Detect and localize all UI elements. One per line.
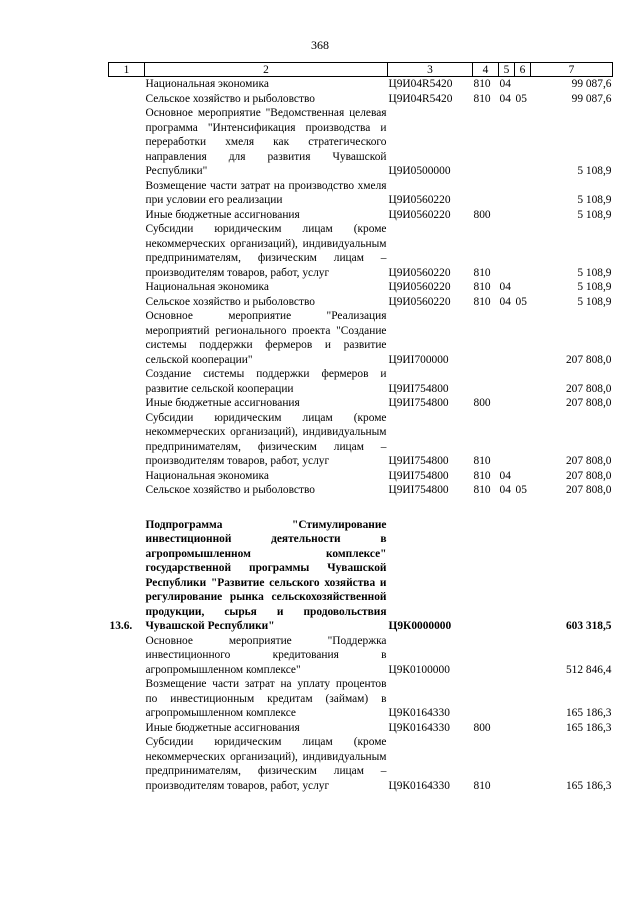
- row-number: [109, 367, 145, 396]
- subsection-code: [515, 309, 531, 367]
- target-code: Ц9И04R5420: [388, 92, 453, 105]
- amount: 207 808,0: [565, 484, 612, 496]
- amount: 99 087,6: [571, 78, 612, 90]
- header-col-2: 2: [145, 63, 388, 77]
- header-col-7: 7: [531, 63, 613, 77]
- expense-type: [473, 309, 499, 367]
- table-row: [109, 208, 613, 223]
- row-number: [109, 469, 145, 484]
- row-number: [109, 396, 145, 411]
- expense-type: [473, 518, 499, 634]
- expense-type: [473, 634, 499, 678]
- row-name: Национальная экономика: [145, 281, 269, 293]
- table-row: [109, 411, 613, 469]
- target-code: Ц9ИI754800: [388, 397, 449, 409]
- row-name: Возмещение части затрат на производство хмеля при условии его реализации: [145, 179, 387, 206]
- row-number: [109, 280, 145, 295]
- row-name: Сельское хозяйство и рыболовство: [145, 295, 315, 308]
- amount: 207 808,0: [565, 469, 612, 482]
- expense-type: 810: [473, 469, 491, 482]
- subsection-code: [515, 677, 531, 721]
- header-col-5: 5: [499, 63, 515, 77]
- section-code: [499, 721, 515, 736]
- section-code: [499, 309, 515, 367]
- amount: 5 108,9: [577, 194, 612, 206]
- section-code: [499, 634, 515, 678]
- subsection-code: [515, 735, 531, 793]
- subsection-code: [515, 280, 531, 295]
- target-code: Ц9И0500000: [388, 165, 451, 177]
- row-number: [109, 208, 145, 223]
- row-number: [109, 735, 145, 793]
- row-name: Национальная экономика: [145, 469, 269, 482]
- target-code: Ц9ИI754800: [388, 455, 449, 467]
- section-code: [499, 208, 515, 223]
- table-row: [109, 106, 613, 179]
- expense-type: [473, 677, 499, 721]
- subsection-code: [515, 518, 531, 634]
- amount: 5 108,9: [577, 165, 612, 177]
- amount: 5 108,9: [577, 295, 612, 308]
- header-col-3: 3: [388, 63, 473, 77]
- row-number: [109, 77, 145, 92]
- row-name: Иные бюджетные ассигнования: [145, 208, 300, 221]
- amount: 165 186,3: [565, 707, 612, 719]
- amount: 165 186,3: [565, 721, 612, 734]
- row-number: [109, 179, 145, 208]
- subsection-code: [515, 208, 531, 223]
- section-code: 04: [499, 484, 511, 496]
- target-code: Ц9ИI700000: [388, 353, 449, 366]
- table-row: [109, 222, 613, 280]
- row-name: Субсидии юридическим лицам (кроме некоммерческих организаций), индивидуальным предпринимателям, физическим лицам – производителям товаров, работ, услуг: [145, 223, 387, 279]
- amount: 5 108,9: [577, 208, 612, 221]
- table-row: [109, 469, 613, 484]
- row-number: [109, 634, 145, 678]
- header-col-1: 1: [109, 63, 145, 77]
- amount: 5 108,9: [577, 281, 612, 293]
- table-row: [109, 309, 613, 367]
- section-code: [499, 518, 515, 634]
- subsection-code: [515, 721, 531, 736]
- target-code: Ц9К0164330: [388, 721, 450, 734]
- row-number: [109, 222, 145, 280]
- row-name: Иные бюджетные ассигнования: [145, 721, 300, 734]
- row-number: [109, 721, 145, 736]
- subsection-code: [515, 367, 531, 396]
- section-code: 04: [499, 469, 511, 482]
- subsection-code: [515, 106, 531, 179]
- target-code: Ц9И0560220: [388, 295, 451, 308]
- subsection-code: 05: [515, 484, 527, 496]
- target-code: Ц9ИI754800: [388, 484, 449, 496]
- expense-type: 810: [473, 455, 491, 467]
- expense-type: 800: [473, 721, 491, 734]
- spacer-row: [109, 498, 613, 518]
- subsection-code: [515, 634, 531, 678]
- target-code: Ц9ИI754800: [388, 469, 449, 482]
- expense-type: 800: [473, 208, 491, 221]
- row-name: Иные бюджетные ассигнования: [145, 397, 300, 409]
- row-name: Возмещение части затрат на уплату процентов по инвестиционным кредитам (займам) в агропромышленном комплексе: [145, 678, 387, 719]
- row-name: Основное мероприятие "Реализация мероприятий регионального проекта "Создание системы поддержки фермеров и развитие сельской кооперации": [145, 310, 387, 366]
- budget-table: [108, 62, 613, 793]
- row-name: Создание системы поддержки фермеров и развитие сельской кооперации: [145, 368, 387, 395]
- section-code: 04: [499, 281, 511, 293]
- section-code: [499, 735, 515, 793]
- amount: 207 808,0: [565, 353, 612, 366]
- section-code: [499, 411, 515, 469]
- expense-type: 810: [473, 281, 491, 293]
- section-code: [499, 396, 515, 411]
- target-code: Ц9И0560220: [388, 266, 451, 279]
- section-code: [499, 367, 515, 396]
- target-code: Ц9К0000000: [388, 620, 452, 632]
- table-body: [109, 77, 613, 794]
- amount: 512 846,4: [565, 663, 612, 676]
- target-code: Ц9И0560220: [388, 208, 451, 221]
- expense-type: 810: [473, 92, 491, 105]
- spacer-cell: [109, 498, 613, 518]
- table-row: [109, 92, 613, 107]
- table-row: [109, 280, 613, 295]
- amount: 207 808,0: [565, 455, 612, 467]
- expense-type: [473, 106, 499, 179]
- header-col-4: 4: [473, 63, 499, 77]
- section-code: 04: [499, 78, 511, 90]
- row-name: Основное мероприятие "Поддержка инвестиционного кредитования в агропромышленном комплексе": [145, 634, 387, 676]
- target-code: Ц9ИI754800: [388, 382, 449, 395]
- table-row: [109, 634, 613, 678]
- expense-type: 810: [473, 295, 491, 308]
- table-row: [109, 518, 613, 634]
- subsection-code: [515, 222, 531, 280]
- target-code: Ц9И0560220: [388, 194, 451, 206]
- subsection-code: 05: [515, 92, 527, 105]
- row-name: Сельское хозяйство и рыболовство: [145, 484, 315, 496]
- amount: 207 808,0: [565, 397, 612, 409]
- row-number: [109, 92, 145, 107]
- table-row: [109, 483, 613, 498]
- target-code: Ц9К0100000: [388, 663, 450, 676]
- expense-type: [473, 367, 499, 396]
- amount: 207 808,0: [565, 382, 612, 395]
- expense-type: 810: [473, 779, 491, 792]
- expense-type: 810: [473, 484, 491, 496]
- table-row: [109, 77, 613, 92]
- subsection-code: [515, 396, 531, 411]
- expense-type: 800: [473, 397, 491, 409]
- table-row: [109, 735, 613, 793]
- subsection-code: [515, 77, 531, 92]
- target-code: Ц9К0164330: [388, 779, 450, 792]
- row-number: [109, 677, 145, 721]
- subsection-code: [515, 469, 531, 484]
- expense-type: 810: [473, 266, 491, 279]
- section-code: [499, 106, 515, 179]
- amount: 99 087,6: [571, 92, 612, 105]
- row-name: Подпрограмма "Стимулирование инвестиционной деятельности в агропромышленном комплексе" государственной программы Чувашской Республики "Развитие сельского хозяйства и регулирование рынка сельскохозяйственной продукции, сырья и продовольствия Чувашской Республики": [145, 518, 387, 632]
- subsection-code: [515, 179, 531, 208]
- row-number: [109, 483, 145, 498]
- amount: 603 318,5: [565, 620, 612, 632]
- row-name: Национальная экономика: [145, 78, 269, 90]
- subsection-code: 05: [515, 295, 527, 308]
- target-code: Ц9И0560220: [388, 281, 451, 293]
- row-name: Основное мероприятие "Ведомственная целевая программа "Интенсификация производства и переработки хмеля как стратегического направления для развития Чувашской Республики": [145, 107, 387, 177]
- expense-type: [473, 179, 499, 208]
- section-code: [499, 677, 515, 721]
- section-code: [499, 222, 515, 280]
- section-code: 04: [499, 92, 511, 105]
- section-code: 04: [499, 295, 511, 308]
- row-number: 13.6.: [109, 620, 133, 632]
- amount: 165 186,3: [565, 779, 612, 792]
- amount: 5 108,9: [577, 266, 612, 279]
- row-number: [109, 309, 145, 367]
- row-name: Субсидии юридическим лицам (кроме некоммерческих организаций), индивидуальным предпринимателям, физическим лицам – производителям товаров, работ, услуг: [145, 736, 387, 792]
- expense-type: 810: [473, 78, 491, 90]
- table-row: [109, 367, 613, 396]
- page-number: 368: [311, 38, 329, 52]
- row-number: [109, 295, 145, 310]
- row-number: [109, 411, 145, 469]
- table-row: [109, 721, 613, 736]
- subsection-code: [515, 411, 531, 469]
- table-row: [109, 295, 613, 310]
- row-number: [109, 106, 145, 179]
- table-row: [109, 396, 613, 411]
- table-header: [109, 63, 613, 77]
- table-row: [109, 179, 613, 208]
- target-code: Ц9И04R5420: [388, 78, 453, 90]
- row-name: Субсидии юридическим лицам (кроме некоммерческих организаций), индивидуальным предпринимателям, физическим лицам – производителям товаров, работ, услуг: [145, 411, 387, 467]
- header-col-6: 6: [515, 63, 531, 77]
- target-code: Ц9К0164330: [388, 707, 450, 719]
- table-row: [109, 677, 613, 721]
- section-code: [499, 179, 515, 208]
- header-row: [109, 63, 613, 77]
- row-name: Сельское хозяйство и рыболовство: [145, 92, 315, 105]
